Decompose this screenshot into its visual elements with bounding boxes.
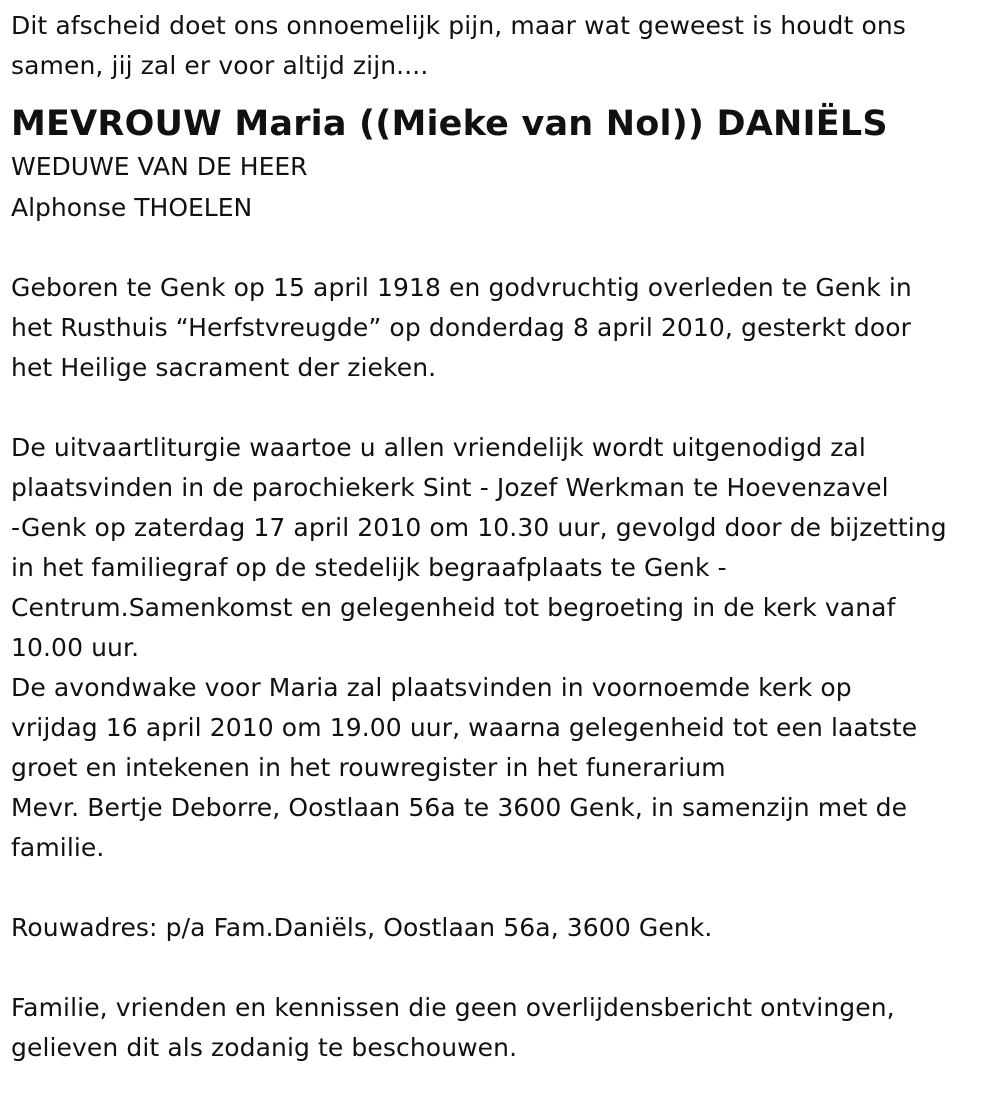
closing-line-2: gelieven dit als zodanig te beschouwen. (11, 1033, 518, 1062)
obituary-document (11, 6, 991, 1068)
closing-paragraph (11, 988, 991, 1068)
funeral-line-11: familie. (11, 833, 105, 862)
spacer (11, 948, 991, 988)
funeral-line-5: Centrum.Samenkomst en gelegenheid tot begroeting in de kerk vanaf (11, 593, 896, 622)
spacer (11, 388, 991, 428)
mourning-address: Rouwadres: p/a Fam.Daniëls, Oostlaan 56a, 3600 Genk. (11, 913, 713, 942)
spacer (11, 228, 991, 268)
spouse-name: Alphonse THOELEN (11, 193, 253, 222)
birth-death-line-2: het Rusthuis “Herfstvreugde” op donderdag 8 april 2010, gesterkt door (11, 313, 912, 342)
funeral-line-4: in het familiegraf op de stedelijk begraafplaats te Genk - (11, 553, 727, 582)
funeral-paragraph (11, 428, 991, 868)
birth-death-line-3: het Heilige sacrament der zieken. (11, 353, 437, 382)
spacer (11, 868, 991, 908)
closing-line-1: Familie, vrienden en kennissen die geen overlijdensbericht ontvingen, (11, 993, 895, 1022)
quote-line-1: Dit afscheid doet ons onnoemelijk pijn, maar wat geweest is houdt ons (11, 11, 906, 40)
quote-paragraph (11, 6, 991, 86)
birth-death-line-1: Geboren te Genk op 15 april 1918 en godvruchtig overleden te Genk in (11, 273, 912, 302)
birth-death-paragraph (11, 268, 991, 388)
relation-line: WEDUWE VAN DE HEER (11, 152, 308, 181)
funeral-line-1: De uitvaartliturgie waartoe u allen vriendelijk wordt uitgenodigd zal (11, 433, 866, 462)
deceased-header (11, 102, 991, 228)
funeral-line-3: -Genk op zaterdag 17 april 2010 om 10.30 uur, gevolgd door de bijzetting (11, 513, 947, 542)
funeral-line-2: plaatsvinden in de parochiekerk Sint - Jozef Werkman te Hoevenzavel (11, 473, 889, 502)
funeral-line-7: De avondwake voor Maria zal plaatsvinden in voornoemde kerk op (11, 673, 852, 702)
funeral-line-9: groet en intekenen in het rouwregister in het funerarium (11, 753, 726, 782)
deceased-name: MEVROUW Maria ((Mieke van Nol)) DANIËLS (11, 104, 888, 144)
address-paragraph (11, 908, 991, 948)
funeral-line-6: 10.00 uur. (11, 633, 140, 662)
funeral-line-8: vrijdag 16 april 2010 om 19.00 uur, waarna gelegenheid tot een laatste (11, 713, 918, 742)
funeral-line-10: Mevr. Bertje Deborre, Oostlaan 56a te 3600 Genk, in samenzijn met de (11, 793, 908, 822)
quote-line-2: samen, jij zal er voor altijd zijn.... (11, 51, 429, 80)
